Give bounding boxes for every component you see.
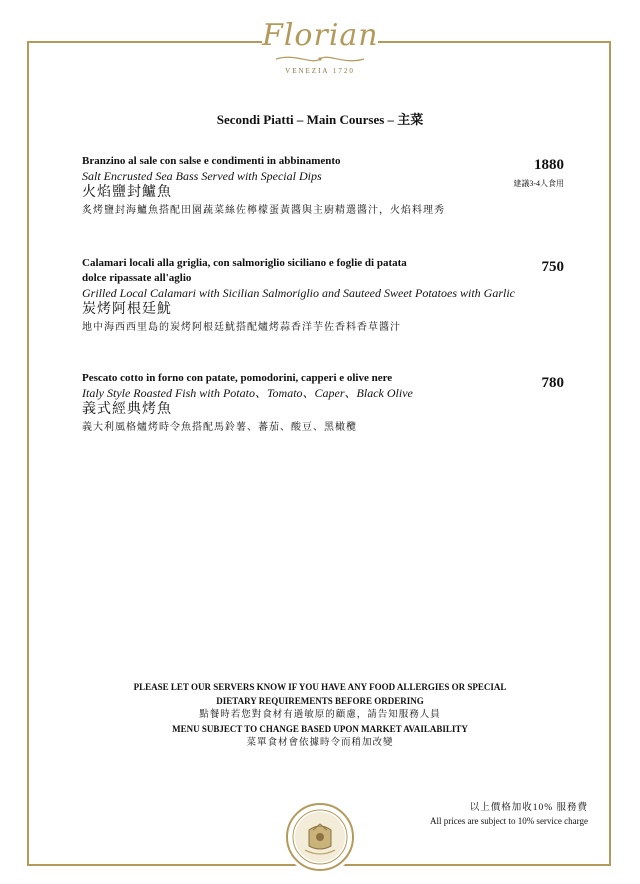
dish-chinese-name: 火焰鹽封鱸魚 <box>82 185 172 200</box>
notice-line: DIETARY REQUIREMENTS BEFORE ORDERING <box>216 696 424 706</box>
dish-description: 義大利風格爐烤時令魚搭配馬鈴薯、蕃茄、酸豆、黑橄欖 <box>82 422 357 433</box>
logo-script-text: Florian <box>262 18 379 53</box>
dish-price: 750 <box>541 259 564 275</box>
dish-chinese-name: 炭烤阿根廷魷 <box>82 302 172 317</box>
notice-line: PLEASE LET OUR SERVERS KNOW IF YOU HAVE ANY FOOD ALLERGIES OR SPECIAL <box>133 682 507 692</box>
service-charge-zh: 以上價格加收10% 服務費 <box>469 803 588 813</box>
notice-line: 點餐時若您對食材有過敏原的顧慮，請告知服務人員 <box>199 710 441 720</box>
crest-seal-icon <box>283 800 357 874</box>
dish-price: 780 <box>541 375 564 391</box>
dish-price-note: 建議3-4人食用 <box>513 179 564 188</box>
dish-italian-name-line2: dolce ripassate all'aglio <box>82 272 192 284</box>
dish-item-calamari <box>82 256 562 335</box>
dish-description: 地中海西西里島的炭烤阿根廷魷搭配爐烤蒜香洋芋佐香料香草醬汁 <box>82 322 401 333</box>
service-charge-en: All prices are subject to 10% service charge <box>429 816 588 826</box>
dish-english-name: Italy Style Roasted Fish with Potato、Tomato、Caper、Black Olive <box>82 386 413 400</box>
dish-chinese-name: 義式經典烤魚 <box>82 402 172 417</box>
dish-italian-name: Pescato cotto in forno con patate, pomodorini, capperi e olive nere <box>82 372 393 384</box>
allergy-notice <box>0 680 640 750</box>
dish-english-name: Grilled Local Calamari with Sicilian Salmoriglio and Sauteed Sweet Potatoes with Garlic <box>82 286 515 300</box>
dish-item-branzino <box>82 154 562 218</box>
logo-swash-icon <box>272 53 368 65</box>
dish-item-pescato <box>82 371 562 435</box>
logo-subtitle: VENEZIA 1720 <box>285 67 355 75</box>
notice-line: MENU SUBJECT TO CHANGE BASED UPON MARKET AVAILABILITY <box>172 724 468 734</box>
dish-price: 1880 <box>534 157 564 173</box>
section-title: Secondi Piatti – Main Courses – 主菜 <box>216 112 424 127</box>
dish-italian-name: Calamari locali alla griglia, con salmoriglio siciliano e foglie di patata <box>82 257 407 269</box>
florian-logo <box>262 8 378 82</box>
dish-english-name: Salt Encrusted Sea Bass Served with Special Dips <box>82 169 322 183</box>
dish-italian-name: Branzino al sale con salse e condimenti in abbinamento <box>82 155 341 167</box>
dish-description: 炙烤鹽封海鱸魚搭配田園蔬菜絲佐檸檬蛋黃醬與主廚精選醬汁，火焰料理秀 <box>82 205 445 216</box>
service-charge-note <box>430 802 588 828</box>
notice-line: 菜單食材會依據時令而稍加改變 <box>246 738 394 748</box>
